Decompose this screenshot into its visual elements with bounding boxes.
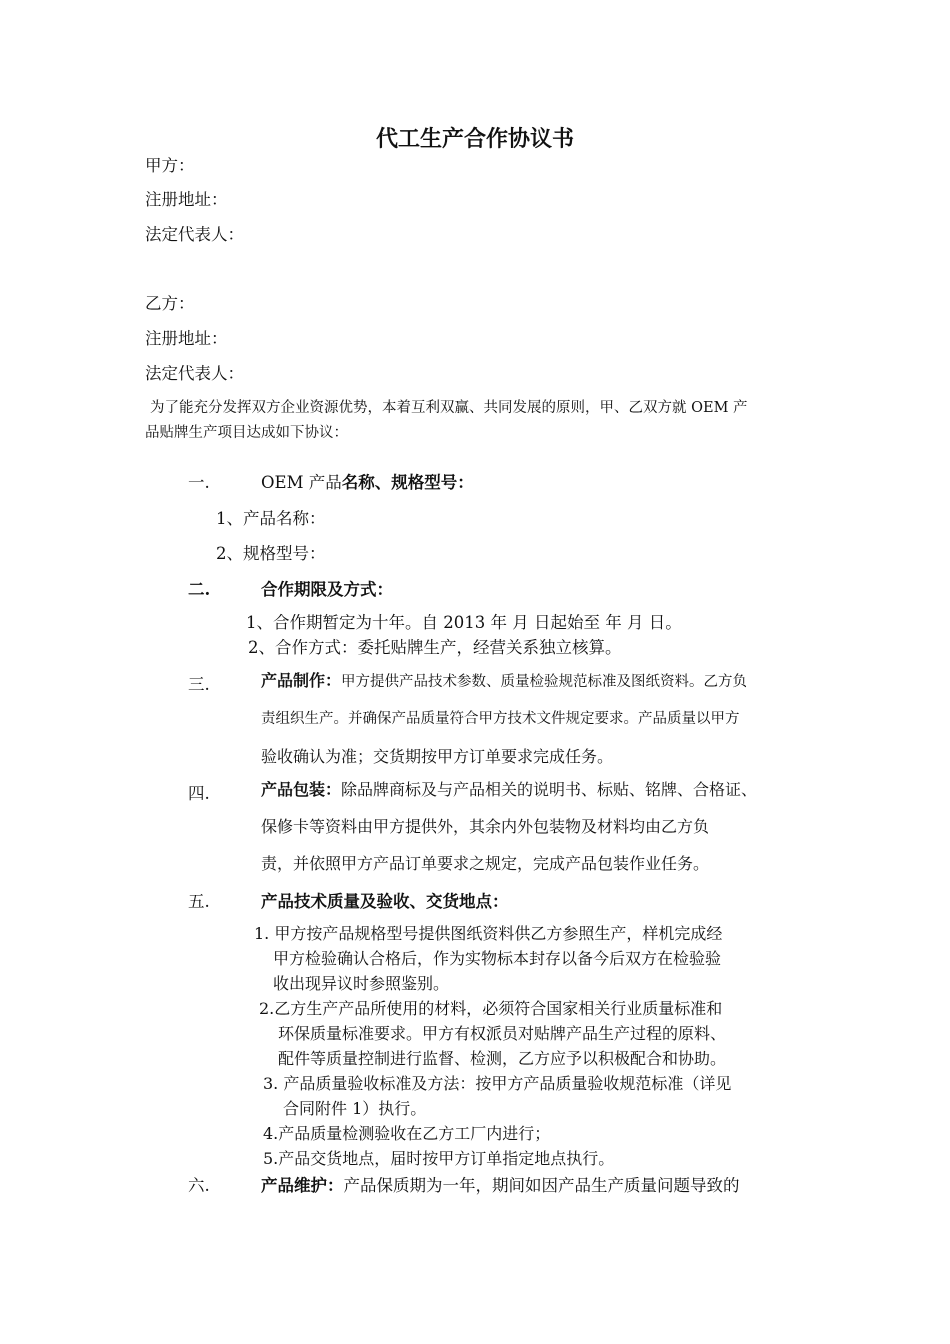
section-5-heading: 产品技术质量及验收、交货地点： bbox=[261, 892, 509, 911]
section-2-item-2: 2、合作方式：委托贴牌生产，经营关系独立核算。 bbox=[248, 638, 622, 657]
section-5-item-2-line-2: 环保质量标准要求。甲方有权派员对贴牌产品生产过程的原料、 bbox=[278, 1024, 727, 1043]
section-2-item-1: 1、合作期暂定为十年。自 2013 年 月 日起始至 年 月 日。 bbox=[246, 613, 682, 632]
section-5-item-1-line-1: 1. 甲方按产品规格型号提供图纸资料供乙方参照生产，样机完成经 bbox=[254, 924, 723, 943]
party-b-label: 乙方： bbox=[145, 294, 195, 313]
intro-line-2: 品贴牌生产项目达成如下协议： bbox=[145, 425, 348, 441]
section-5-item-1-line-3: 收出现异议时参照鉴别。 bbox=[273, 974, 450, 993]
section-5-item-2-line-1: 2.乙方生产产品所使用的材料，必须符合国家相关行业质量标准和 bbox=[259, 999, 723, 1018]
section-3-heading: 产品制作： bbox=[261, 671, 342, 690]
section-3-number: 三. bbox=[188, 675, 210, 694]
section-1-item-1: 1、产品名称： bbox=[216, 509, 326, 528]
section-4-line-2: 保修卡等资料由甲方提供外，其余内外包装物及材料均由乙方负 bbox=[261, 817, 710, 836]
section-3-body bbox=[261, 662, 821, 775]
section-2-heading: 合作期限及方式： bbox=[261, 580, 393, 599]
section-4-heading: 产品包装： bbox=[261, 780, 342, 799]
section-5-item-3-line-1: 3. 产品质量验收标准及方法：按甲方产品质量验收规范标准（详见 bbox=[263, 1074, 732, 1093]
party-b-address: 注册地址： bbox=[145, 329, 228, 348]
party-b-representative: 法定代表人： bbox=[145, 364, 244, 383]
section-6-heading: 产品维护： bbox=[261, 1176, 344, 1195]
section-2-number: 二. bbox=[188, 580, 211, 599]
section-4-body bbox=[261, 771, 831, 882]
section-6-body bbox=[261, 1172, 740, 1196]
section-1-heading-bold: 名称、规格型号： bbox=[341, 473, 474, 492]
section-3-line-2: 责组织生产。并确保产品质量符合甲方技术文件规定要求。产品质量以甲方 bbox=[261, 711, 740, 727]
section-4-number: 四. bbox=[188, 784, 210, 803]
section-5-item-2-line-3: 配件等质量控制进行监督、检测，乙方应予以积极配合和协助。 bbox=[278, 1049, 727, 1068]
party-a-label: 甲方： bbox=[145, 156, 195, 175]
party-a-address: 注册地址： bbox=[145, 190, 228, 209]
section-4-line-3: 责，并依照甲方产品订单要求之规定，完成产品包装作业任务。 bbox=[261, 854, 710, 873]
section-3-line-1: 甲方提供产品技术参数、质量检验规范标准及图纸资料。乙方负 bbox=[341, 674, 748, 690]
section-6-line-1: 产品保质期为一年，期间如因产品生产质量问题导致的 bbox=[343, 1176, 740, 1195]
section-1-item-2: 2、规格型号： bbox=[216, 544, 326, 563]
section-5-number: 五. bbox=[188, 892, 210, 911]
section-6-number: 六. bbox=[188, 1176, 210, 1195]
section-4-line-1: 除品牌商标及与产品相关的说明书、标贴、铭牌、合格证、 bbox=[341, 780, 758, 799]
section-1-heading-plain: OEM 产品 bbox=[261, 473, 342, 492]
section-5-item-1-line-2: 甲方检验确认合格后，作为实物标本封存以备今后双方在检验验 bbox=[273, 949, 722, 968]
section-3-line-3: 验收确认为准；交货期按甲方订单要求完成任务。 bbox=[261, 747, 614, 766]
section-1-number: 一. bbox=[188, 473, 210, 492]
intro-line-1: 为了能充分发挥双方企业资源优势，本着互利双赢、共同发展的原则，甲、乙双方就 OEM 产 bbox=[150, 400, 748, 416]
section-1-heading bbox=[261, 469, 474, 493]
party-a-representative: 法定代表人： bbox=[145, 225, 244, 244]
section-5-item-5: 5.产品交货地点，届时按甲方订单指定地点执行。 bbox=[263, 1149, 615, 1168]
section-5-item-4: 4.产品质量检测验收在乙方工厂内进行； bbox=[263, 1124, 551, 1143]
document-title: 代工生产合作协议书 bbox=[375, 126, 574, 152]
section-5-item-3-line-2: 合同附件 1）执行。 bbox=[283, 1099, 427, 1118]
